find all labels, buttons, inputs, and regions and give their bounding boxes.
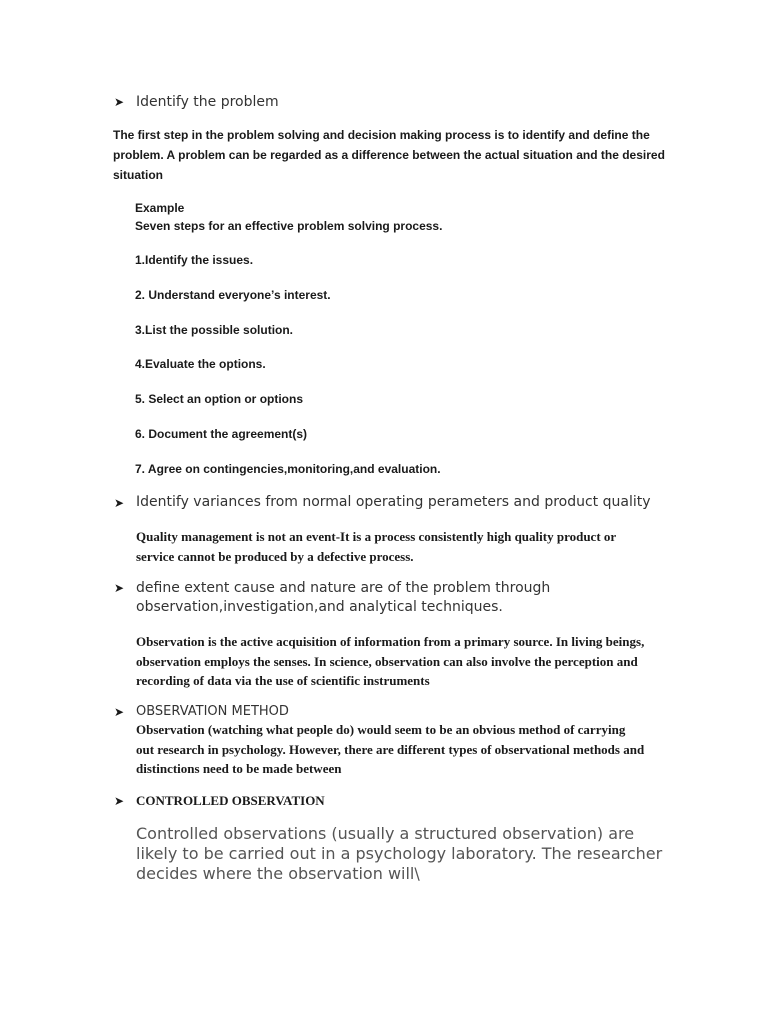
step-item: 6. Document the agreement(s) (135, 427, 308, 441)
bullet-arrow-icon: ➤ (114, 496, 125, 510)
heading-define-extent (136, 579, 550, 617)
paragraph-line: decides where the observation will\ (136, 864, 420, 883)
heading-identify-variances: Identify variances from normal operating perameters and product quality (136, 494, 651, 510)
step-item: 1.Identify the issues. (135, 253, 254, 267)
paragraph-line: Controlled observations (usually a structured observation) are (136, 824, 635, 843)
paragraph-line: service cannot be produced by a defective process. (136, 548, 414, 564)
paragraph-line: out research in psychology. However, there are different types of observational methods and (136, 741, 645, 757)
paragraph-line: Observation (watching what people do) would seem to be an obvious method of carrying (136, 722, 626, 737)
bullet-arrow-icon: ➤ (114, 95, 125, 109)
heading-controlled-observation: CONTROLLED OBSERVATION (136, 793, 325, 808)
paragraph-line: The first step in the problem solving and decision making process is to identify and define the (113, 128, 650, 142)
paragraph-line: situation (113, 168, 163, 182)
paragraph-line: problem. A problem can be regarded as a difference between the actual situation and the desired (113, 148, 665, 162)
paragraph-line: Observation is the active acquisition of information from a primary source. In living beings, (136, 634, 645, 649)
heading-line: define extent cause and nature are of the problem through (136, 580, 551, 596)
bullet-arrow-icon: ➤ (114, 705, 125, 719)
step-item: 3.List the possible solution. (135, 323, 294, 337)
quality-paragraph (136, 527, 616, 566)
step-item: 7. Agree on contingencies,monitoring,and evaluation. (135, 462, 441, 476)
first-step-paragraph (113, 125, 665, 185)
heading-identify-problem: Identify the problem (136, 94, 279, 110)
observation-definition-paragraph (136, 632, 644, 691)
paragraph-line: likely to be carried out in a psychology laboratory. The researcher (136, 844, 663, 863)
step-item: 5. Select an option or options (135, 392, 304, 406)
paragraph-line: recording of data via the use of scientific instruments (136, 673, 430, 688)
step-item: 4.Evaluate the options. (135, 357, 266, 371)
heading-observation-method: OBSERVATION METHOD (136, 704, 289, 719)
paragraph-line: distinctions need to be made between (136, 761, 342, 776)
paragraph-line: observation employs the senses. In science, observation can also involve the perception and (136, 653, 638, 669)
controlled-observation-paragraph (136, 824, 662, 884)
heading-line: observation,investigation,and analytical techniques. (136, 599, 503, 615)
example-heading: Example (135, 201, 185, 215)
step-item: 2. Understand everyone’s interest. (135, 288, 331, 302)
example-intro: Seven steps for an effective problem solving process. (135, 219, 443, 233)
paragraph-line: Quality management is not an event-It is a process consistently high quality product or (136, 529, 617, 544)
bullet-arrow-icon: ➤ (114, 794, 125, 808)
bullet-arrow-icon: ➤ (114, 581, 125, 595)
observation-method-paragraph (136, 720, 644, 779)
